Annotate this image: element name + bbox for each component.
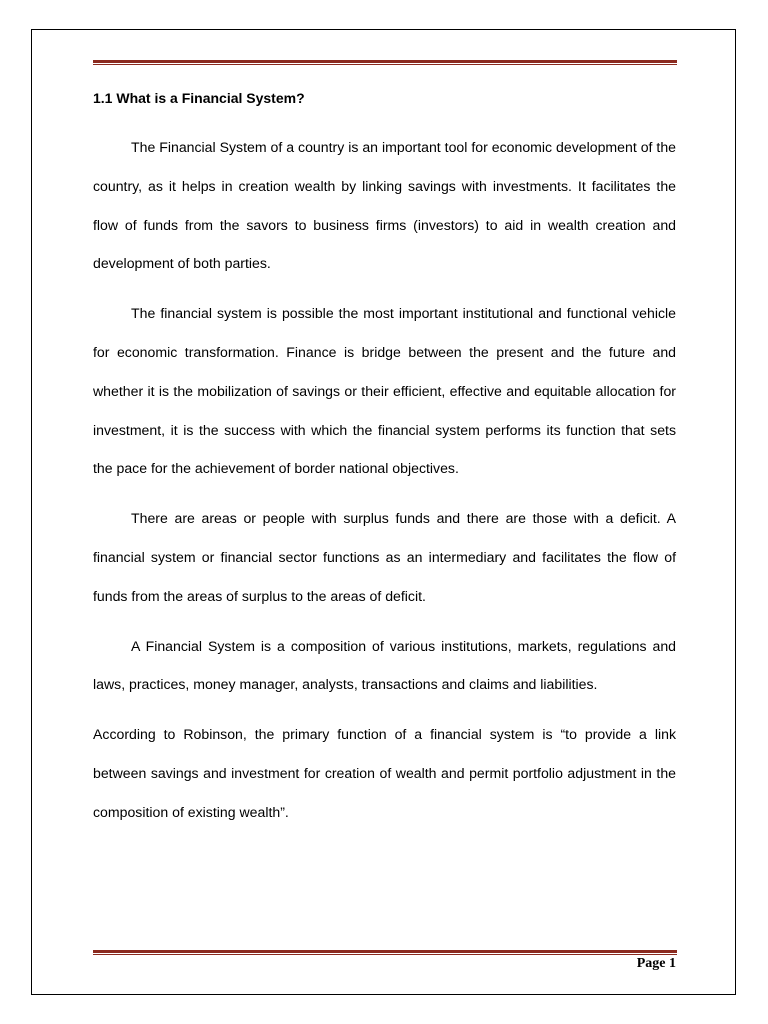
header-rule <box>93 60 677 65</box>
body-text <box>93 128 676 843</box>
paragraph-4: A Financial System is a composition of various institutions, markets, regulations and laws, practices, money manager, analysts, transactions and claims and liabilities. <box>93 637 676 693</box>
paragraph-2: The financial system is possible the most important institutional and functional vehicle for economic transformation. Finance is bridge between the present and the future and whether it is the mobilization of savings or their efficient, effective and equitable allocation for investment, it is the success with which the financial system performs its function that sets the pace for the achievement of border national objectives. <box>93 305 676 477</box>
section-heading: 1.1 What is a Financial System? <box>93 90 305 106</box>
paragraph-5: According to Robinson, the primary function of a financial system is “to provide a link between savings and investment for creation of wealth and permit portfolio adjustment in the composition of existing wealth”. <box>93 726 676 820</box>
footer-rule <box>93 950 677 955</box>
paragraph-1: The Financial System of a country is an important tool for economic development of the country, as it helps in creation wealth by linking savings with investments. It facilitates the flow of funds from the savors to business firms (investors) to aid in wealth creation and development of both parties. <box>93 139 676 272</box>
page-number: Page 1 <box>636 956 676 971</box>
paragraph-3: There are areas or people with surplus funds and there are those with a deficit. A financial system or financial sector functions as an intermediary and facilitates the flow of funds from the areas of surplus to the areas of deficit. <box>93 510 676 604</box>
